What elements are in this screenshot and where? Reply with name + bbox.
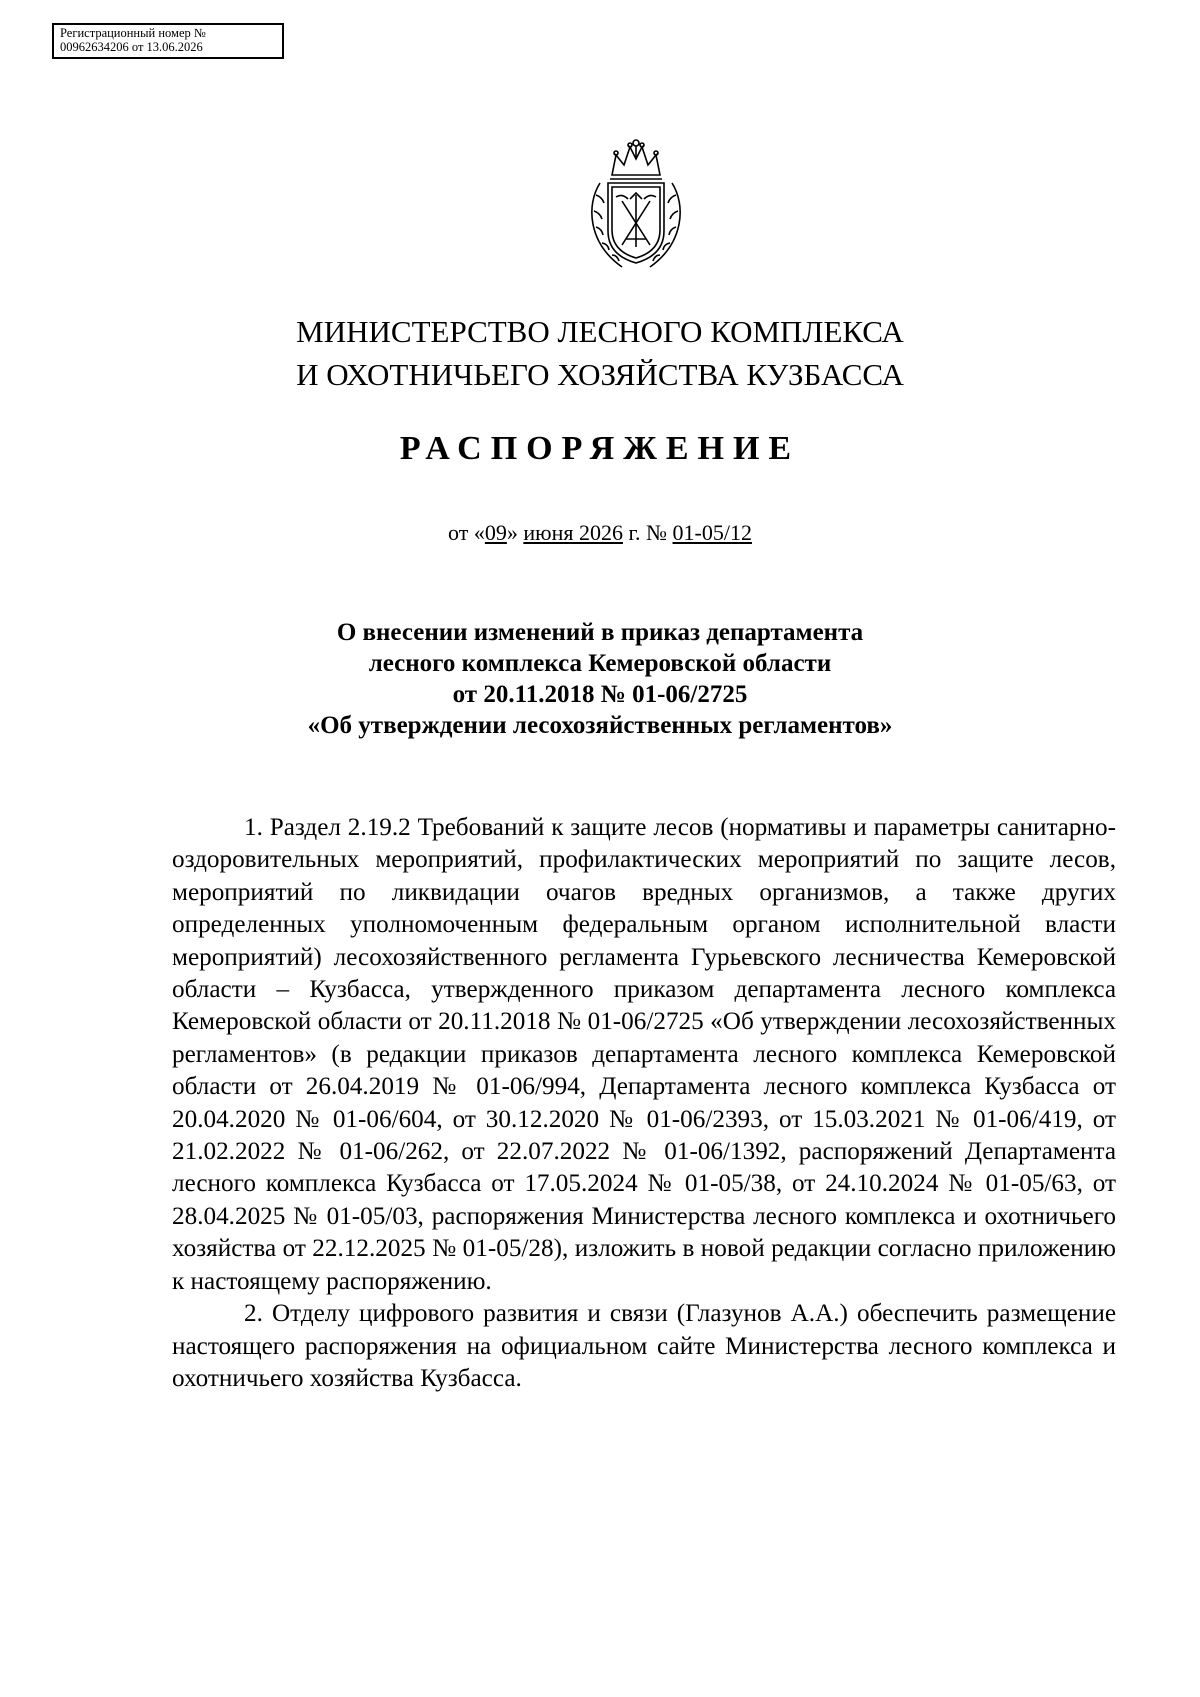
title-line-3: от 20.11.2018 № 01-06/2725 <box>452 681 748 708</box>
title-line-1: О внесении изменений в приказ департамента <box>336 619 864 646</box>
title-line-4: «Об утверждении лесохозяйственных регламентов» <box>307 712 893 739</box>
title-line-2: лесного комплекса Кемеровской области <box>368 650 832 677</box>
registration-label: Регистрационный номер № <box>60 26 206 40</box>
date-prefix: от « <box>448 520 485 545</box>
ministry-line-1: МИНИСТЕРСТВО ЛЕСНОГО КОМПЛЕКСА <box>296 314 904 349</box>
document-body <box>172 812 1116 1395</box>
date-day: 09 <box>484 520 507 545</box>
document-date-number <box>0 519 1200 547</box>
document-title <box>0 617 1200 741</box>
date-mid: » <box>506 520 524 545</box>
paragraph-2: 2. Отделу цифрового развития и связи (Глазунов А.А.) обеспечить размещение настоящего распоряжения на официальном сайте Министерства лесного комплекса и охотничьего хозяйства Кузбасса. <box>172 1300 1116 1392</box>
date-suffix: г. № <box>622 520 673 545</box>
date-month-year: июня 2026 <box>523 520 623 545</box>
registration-stamp <box>52 23 284 59</box>
document-number: 01-05/12 <box>672 520 752 545</box>
ministry-name <box>0 310 1200 396</box>
coat-of-arms-icon <box>582 135 690 275</box>
document-type: РАСПОРЯЖЕНИЕ <box>399 430 801 467</box>
registration-number: 00962634206 от 13.06.2026 <box>60 40 203 54</box>
paragraph-1: 1. Раздел 2.19.2 Требований к защите лесов (нормативы и параметры санитарно-оздоровительных мероприятий, профилактических мероприятий по защите лесов, мероприятий по ликвидации очагов вредных организмов, а также других определенных уполномоченным федеральным органом исполнительной власти мероприятий) лесохозяйственного регламента Гурьевского лесничества Кемеровской области – Кузбасса, утвержденного приказом департамента лесного комплекса Кемеровской области от 20.11.2018 № 01-06/2725 «Об утверждении лесохозяйственных регламентов» (в редакции приказов департамента лесного комплекса Кемеровской области от 26.04.2019 № 01-06/994, Департамента лесного комплекса Кузбасса от 20.04.2020 № 01-06/604, от 30.12.2020 № 01-06/2393, от 15.03.2021 № 01-06/419, от 21.02.2022 № 01-06/262, от 22.07.2022 № 01-06/1392, распоряжений Департамента лесного комплекса Кузбасса от 17.05.2024 № 01-05/38, от 24.10.2024 № 01-05/63, от 28.04.2025 № 01-05/03, распоряжения Министерства лесного комплекса и охотничьего хозяйства от 22.12.2025 № 01-05/28), изложить в новой редакции согласно приложению к настоящему распоряжению. <box>172 814 1116 1295</box>
ministry-line-2: И ОХОТНИЧЬЕГО ХОЗЯЙСТВА КУЗБАССА <box>296 357 904 392</box>
